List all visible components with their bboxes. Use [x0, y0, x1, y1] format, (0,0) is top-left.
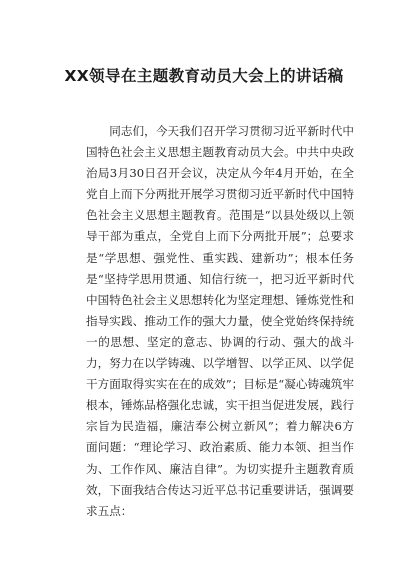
document-title: XX领导在主题教育动员大会上的讲话稿 — [64, 67, 344, 85]
speech-paragraph: 同志们，今天我们召开学习贯彻习近平新时代中国特色社会主义思想主题教育动员大会。中共中央政治局3月30日召开会议，决定从今年4月开始，在全党自上而下分两批开展学习贯彻习近平新时代中国特色社会主义思想主题教育。范围是“以县处级以上领导干部为重点，全党自上而下分两批开展”；总要求是“学思想、强党性、重实践、建新功”；根本任务是“坚持学思用贯通、知信行统一，把习近平新时代中国特色社会主义思想转化为坚定理想、锤炼党性和指导实践、推动工作的强大力量，使全党始终保持统一的思想、坚定的意志、协调的行动、强大的战斗力，努力在以学铸魂、以学增智、以学正风、以学促干方面取得实实在在的成效”；目标是“凝心铸魂筑牢根本，锤炼品格强化忠诚，实干担当促进发展，践行宗旨为民造福，廉洁奉公树立新风”；着力解决6方面问题：“理论学习、政治素质、能力本领、担当作为、工作作风、廉洁自律”。为切实提升主题教育质效，下面我结合传达习近平总书记重要讲话，强调要求五点： — [86, 124, 354, 518]
